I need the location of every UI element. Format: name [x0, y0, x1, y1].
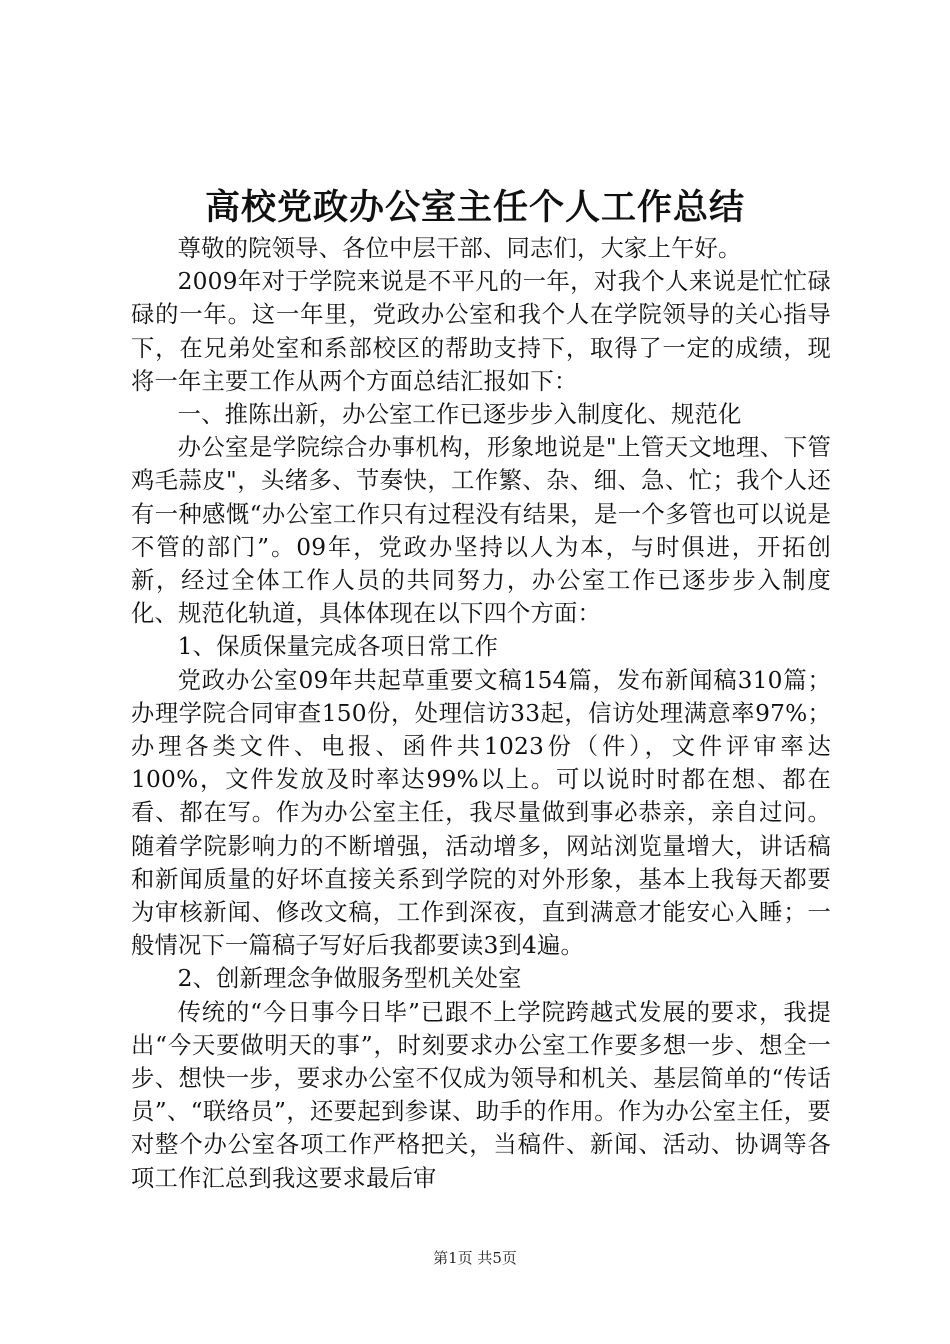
paragraph-greeting: 尊敬的院领导、各位中层干部、同志们，大家上午好。 [177, 235, 742, 262]
document-title: 高校党政办公室主任个人工作总结 [204, 187, 745, 228]
paragraph-daily-work: 党政办公室09年共起草重要文稿154篇，发布新闻稿310篇；办理学院合同审查150份，处理信访33起，信访处理满意率97%；办理各类文件、电报、函件共1023份（件），文件评审率达100%，文件发放及时率达99%以上。可以说时时都在想、都在看、都在写。作为办公室主任，我尽量做到事必恭亲，亲自过问。随着学院影响力的不断增强，活动增多，网站浏览量增大，讲话稿和新闻质量的好坏直接关系到学院的对外形象，基本上我每天都要为审核新闻、修改文稿，工作到深夜，直到满意才能安心入睡；一般情况下一篇稿子写好后我都要读3到4遍。 [131, 666, 831, 960]
paragraph-office-overview: 办公室是学院综合办事机构，形象地说是"上管天文地理、下管鸡毛蒜皮"，头绪多、节奏快，工作繁、杂、细、急、忙；我个人还有一种感慨“办公室工作只有过程没有结果，是一个多管也可以说是不管的部门”。09年，党政办坚持以人为本，与时俱进，开拓创新，经过全体工作人员的共同努力，办公室工作已逐步步入制度化、规范化轨道，具体体现在以下四个方面： [131, 434, 831, 628]
subheading-1: 1、保质保量完成各项日常工作 [177, 633, 499, 661]
paragraph-service-concept: 传统的“今日事今日毕”已跟不上学院跨越式发展的要求，我提出“今天要做明天的事”，时刻要求办公室工作要多想一步、想全一步、想快一步，要求办公室不仅成为领导和机关、基层简单的“传话员”、“联络员”，还要起到参谋、助手的作用。作为办公室主任，要对整个办公室各项工作严格把关，当稿件、新闻、活动、协调等各项工作汇总到我这要求最后审 [131, 998, 831, 1192]
page-footer: 第1页 共5页 [433, 1249, 517, 1267]
subheading-2: 2、创新理念争做服务型机关处室 [177, 965, 522, 993]
document-body [131, 232, 831, 1195]
heading-section-1: 一、推陈出新，办公室工作已逐步步入制度化、规范化 [177, 401, 742, 429]
paragraph-intro: 2009年对于学院来说是不平凡的一年，对我个人来说是忙忙碌碌的一年。这一年里，党政办公室和我个人在学院领导的关心指导下，在兄弟处室和系部校区的帮助支持下，取得了一定的成绩，现将一年主要工作从两个方面总结汇报如下： [131, 268, 831, 395]
